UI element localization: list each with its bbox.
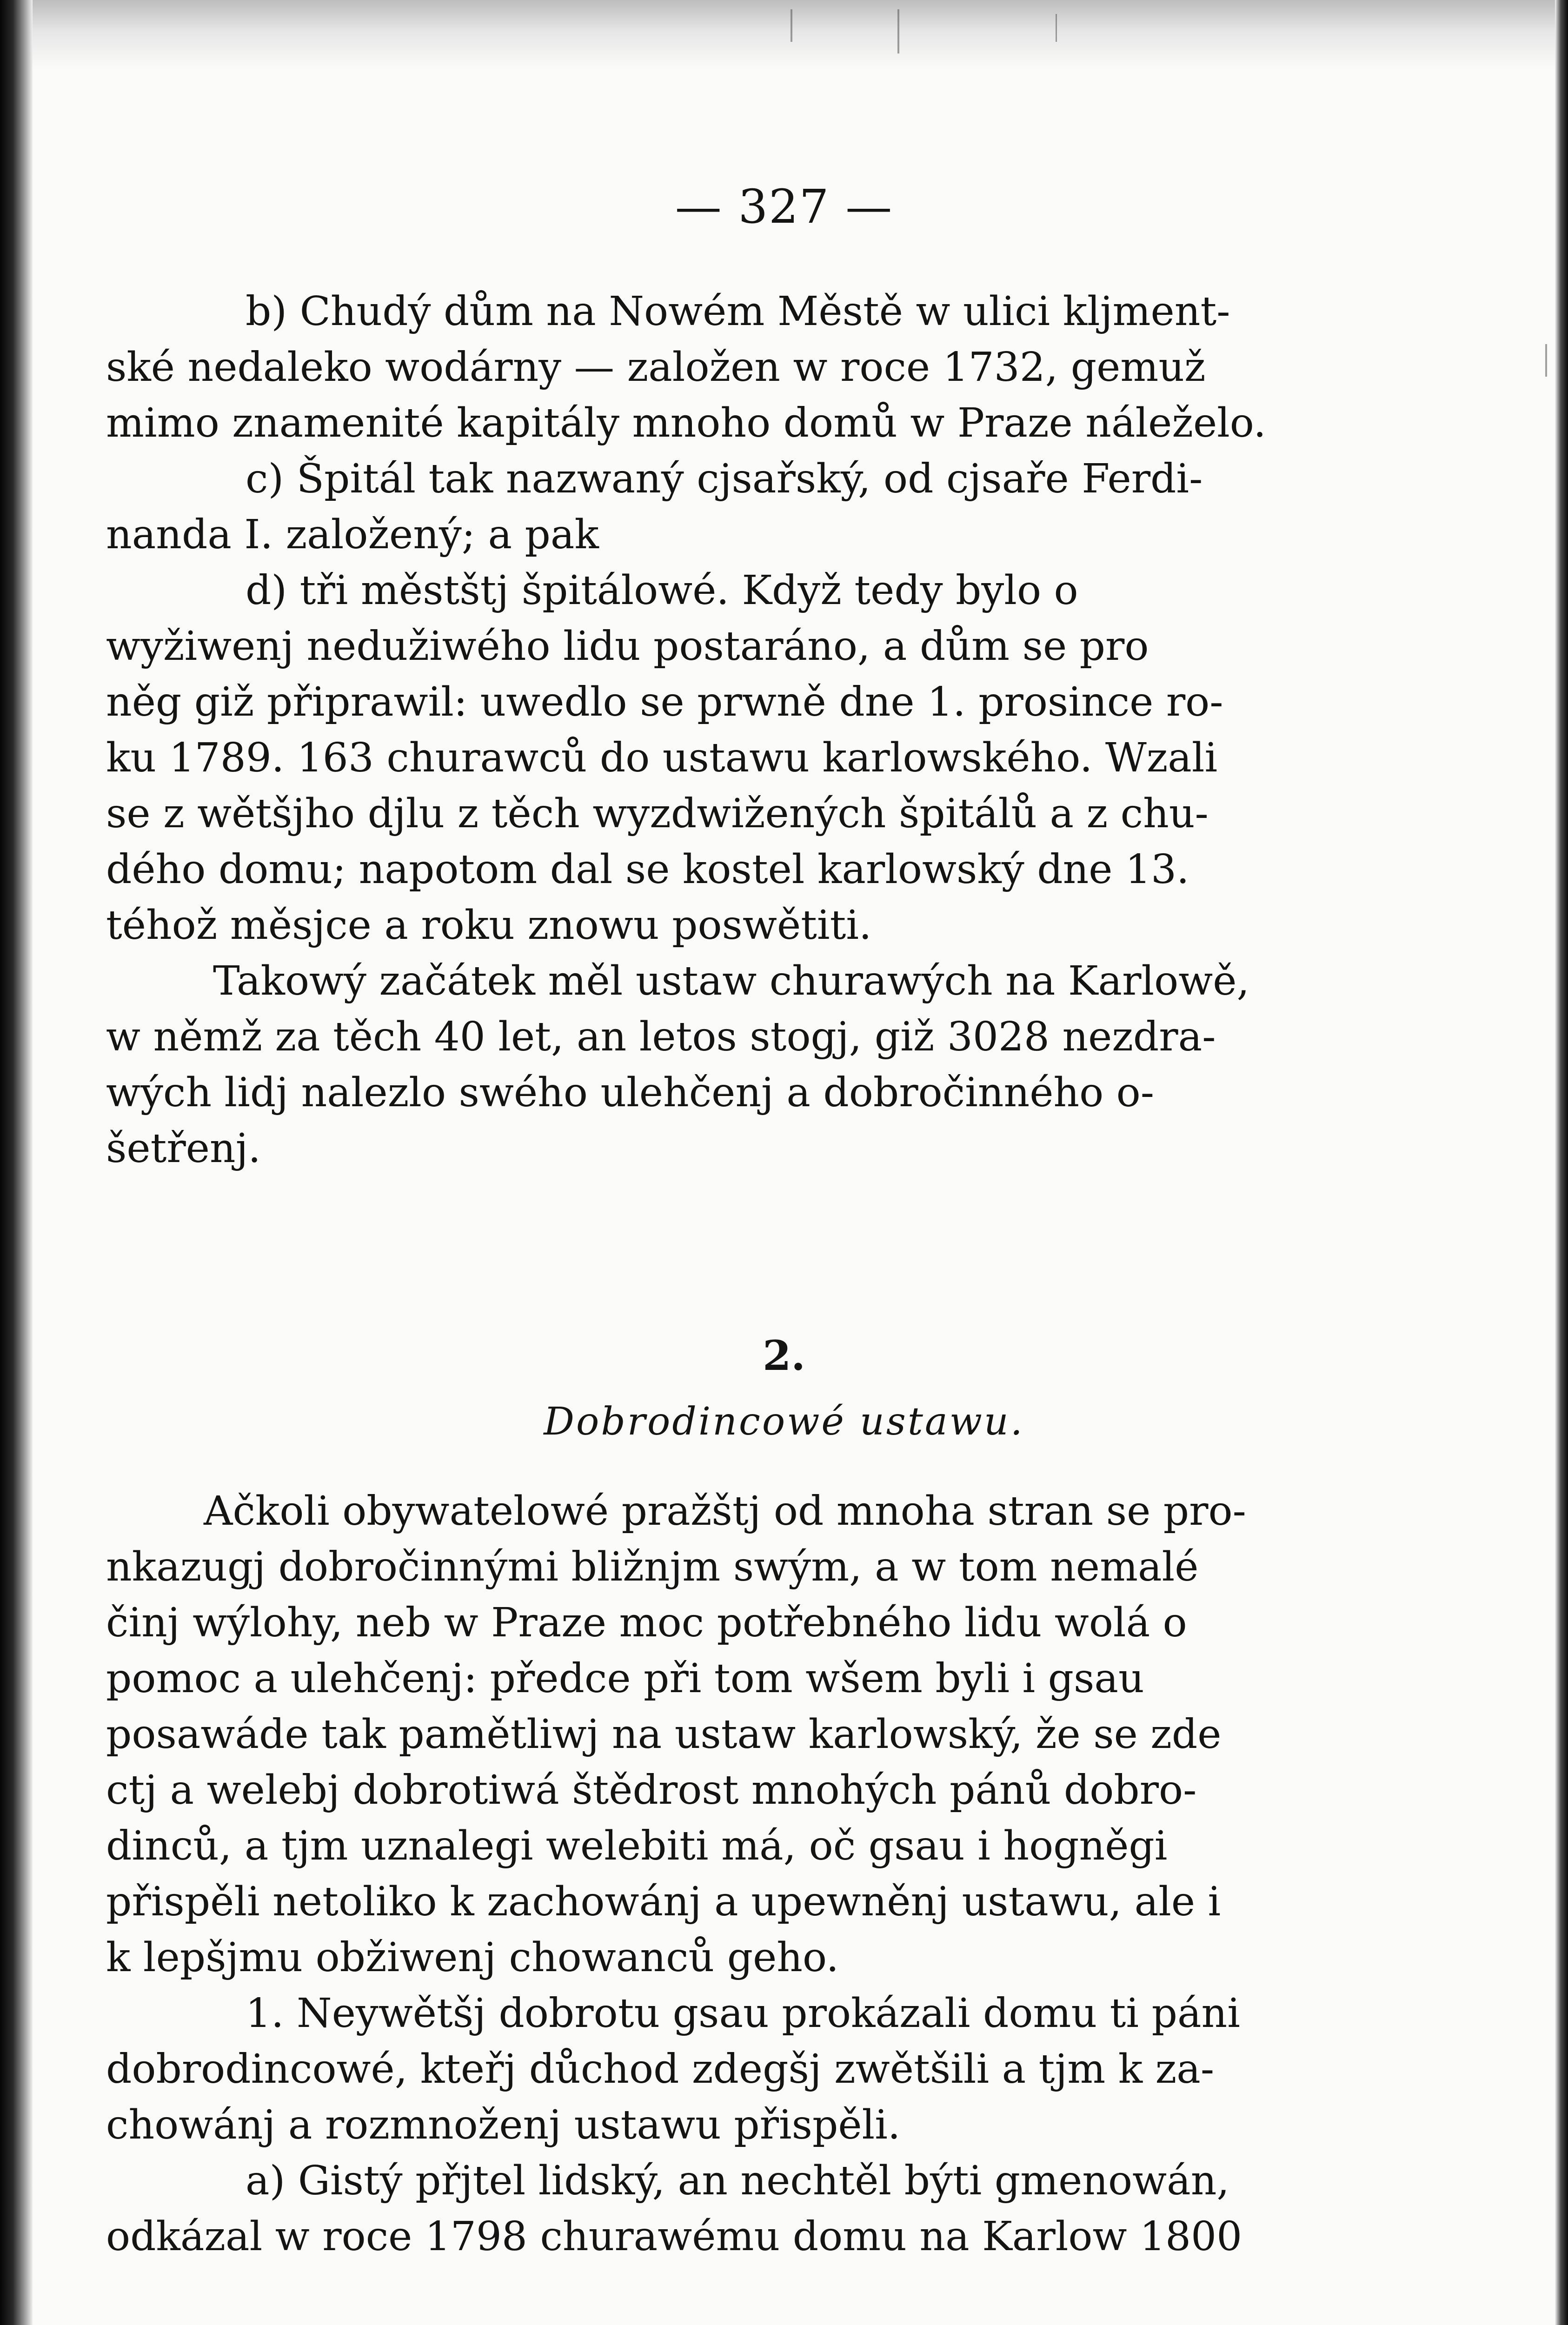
text-line: odkázal w roce 1798 churawému domu na Karlow 1800 xyxy=(106,2213,1242,2260)
text-line: dinců, a tjm uznalegi welebiti má, oč gsau i hogněgi xyxy=(106,1823,1168,1869)
text-line: šetřenj. xyxy=(106,1125,261,1172)
section-number: 2. xyxy=(763,1331,805,1380)
page-number: — 327 — xyxy=(675,179,893,234)
text-line: činj wýlohy, neb w Praze moc potřebného lidu wolá o xyxy=(106,1600,1187,1646)
page-right-edge xyxy=(1555,0,1568,2325)
text-line: ctj a welebj dobrotiwá štědrost mnohých pánů dobro- xyxy=(106,1767,1197,1814)
text-line: Takowý začátek měl ustaw churawých na Karlowě, xyxy=(213,958,1249,1004)
text-line: něg giž připrawil: uwedlo se prwně dne 1. prosince ro- xyxy=(106,679,1223,725)
scan-mark xyxy=(1056,14,1057,42)
text-line: dého domu; napotom dal se kostel karlowský dne 13. xyxy=(106,846,1189,893)
text-line: d) tři městštj špitálowé. Když tedy bylo o xyxy=(246,567,1078,614)
text-line: a) Gistý přjtel lidský, an nechtěl býti gmenowán, xyxy=(246,2158,1229,2204)
text-line: ské nedaleko wodárny — založen w roce 1732, gemuž xyxy=(106,344,1206,391)
text-block-2 xyxy=(106,1483,1282,2265)
scan-mark xyxy=(1545,344,1547,377)
text-line: wyžiwenj nedužiwého lidu postaráno, a dům se pro xyxy=(106,623,1149,670)
text-line: se z wětšjho djlu z těch wyzdwižených špitálů a z chu- xyxy=(106,790,1209,837)
text-line: chowánj a rozmnoženj ustawu přispěli. xyxy=(106,2102,901,2148)
text-line: téhož měsjce a roku znowu poswětiti. xyxy=(106,902,872,949)
text-line: k lepšjmu obžiwenj chowanců geho. xyxy=(106,1934,839,1981)
text-line: nanda I. založený; a pak xyxy=(106,512,599,558)
text-line: přispěli netoliko k zachowánj a upewněnj ustawu, ale i xyxy=(106,1879,1221,1925)
scan-mark xyxy=(897,9,899,53)
text-line: nkazugj dobročinnými bližnjm swým, a w tom nemalé xyxy=(106,1544,1199,1590)
text-line: mimo znamenité kapitály mnoho domů w Praze náleželo. xyxy=(106,400,1266,446)
page-binding-edge xyxy=(0,0,33,2325)
text-line: Ačkoli obywatelowé pražštj od mnoha stran se pro- xyxy=(204,1488,1246,1534)
page-top-edge xyxy=(0,0,1568,70)
text-line: 1. Neywětšj dobrotu gsau prokázali domu ti páni xyxy=(246,1990,1240,2037)
text-line: posawáde tak pamětliwj na ustaw karlowský, že se zde xyxy=(106,1711,1222,1758)
section-title: Dobrodincowé ustawu. xyxy=(544,1400,1024,1444)
text-line: b) Chudý dům na Nowém Městě w ulici kljment- xyxy=(246,288,1230,335)
text-line: wých lidj nalezlo swého ulehčenj a dobročinného o- xyxy=(106,1070,1154,1116)
text-line: pomoc a ulehčenj: předce při tom wšem byli i gsau xyxy=(106,1655,1144,1702)
text-block-1 xyxy=(106,284,1282,1176)
text-line: w němž za těch 40 let, an letos stogj, giž 3028 nezdra- xyxy=(106,1014,1216,1060)
scan-mark xyxy=(791,9,792,42)
text-line: dobrodincowé, kteřj důchod zdegšj zwětšili a tjm k za- xyxy=(106,2046,1215,2092)
text-line: c) Špitál tak nazwaný cjsařský, od cjsaře Ferdi- xyxy=(246,456,1203,502)
text-line: ku 1789. 163 churawců do ustawu karlowského. Wzali xyxy=(106,735,1218,781)
